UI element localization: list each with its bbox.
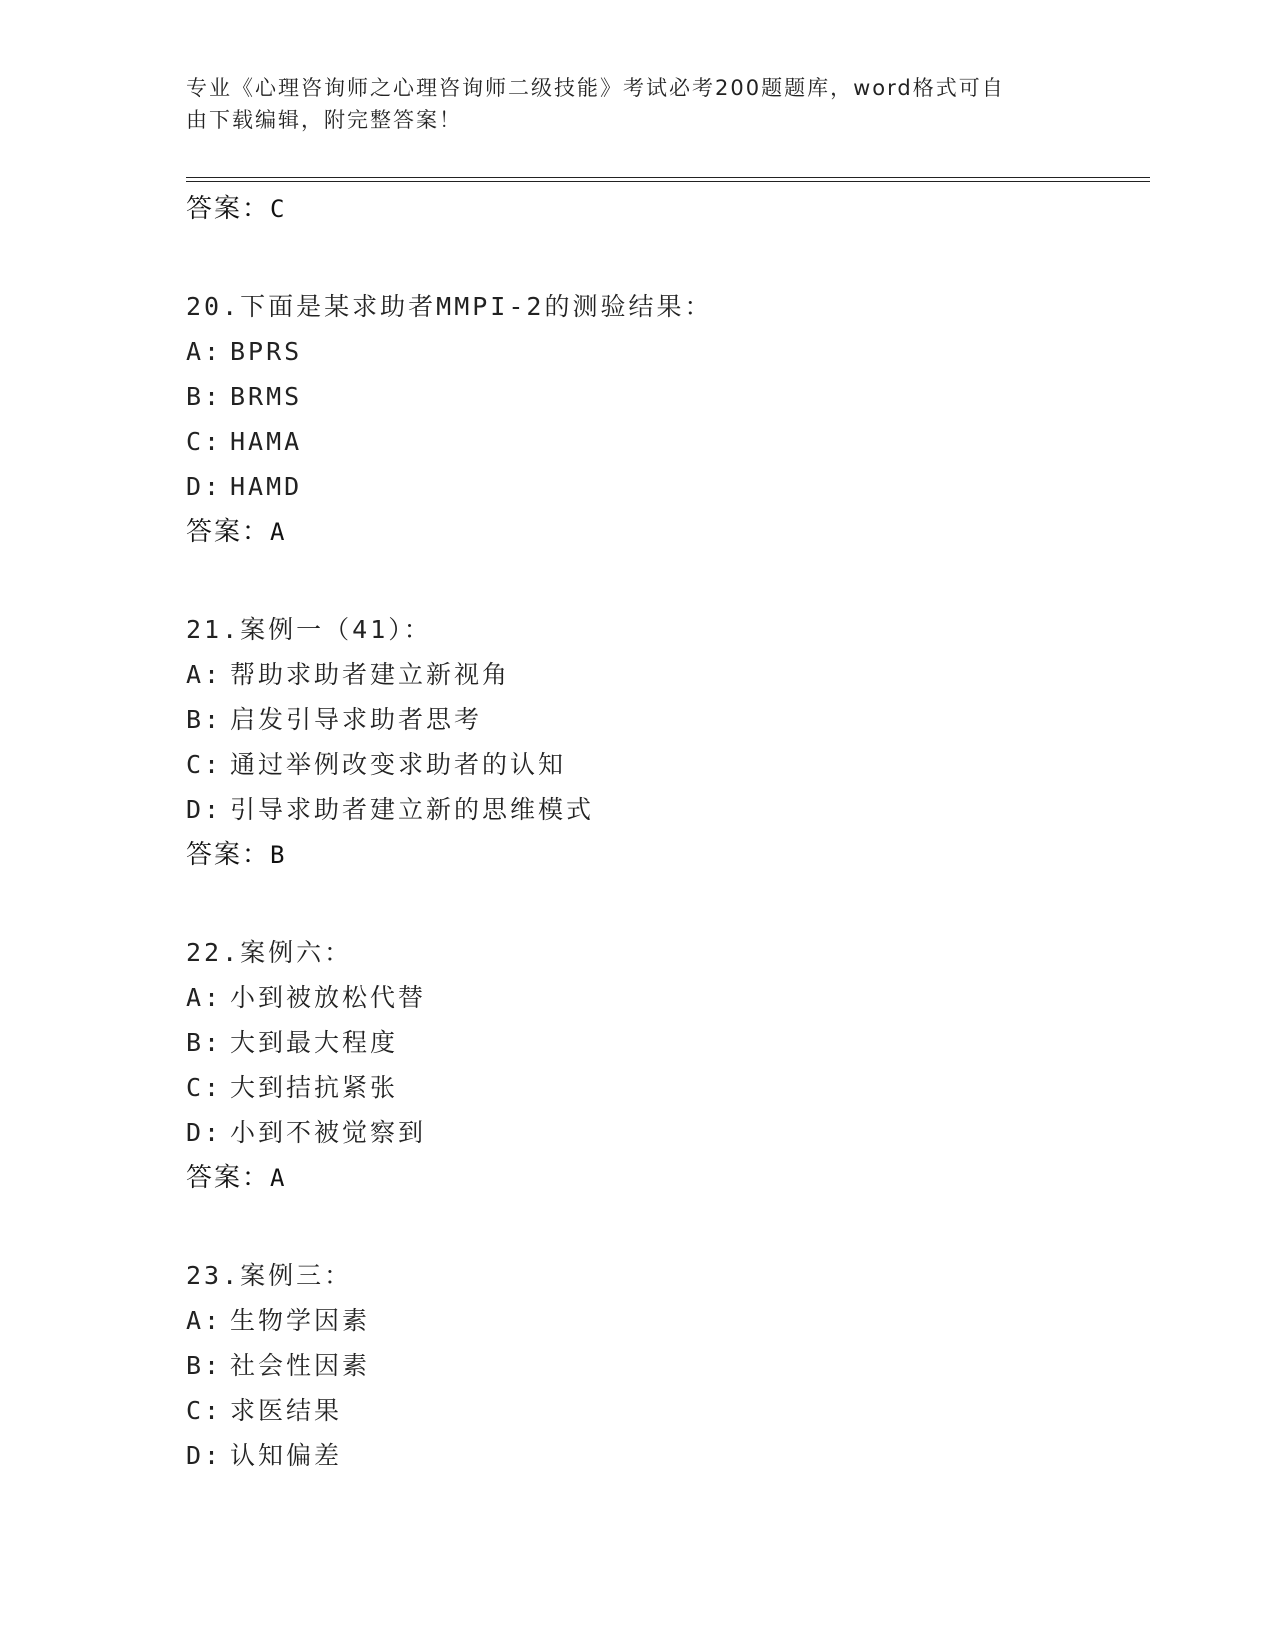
option-line xyxy=(186,464,1146,509)
option-letter: A: xyxy=(186,337,223,366)
option-text: 帮助求助者建立新视角 xyxy=(230,660,511,689)
option-letter: A: xyxy=(186,983,223,1012)
option-letter: C: xyxy=(186,427,223,456)
option-letter: C: xyxy=(186,1073,223,1102)
question-block xyxy=(186,930,1146,1201)
option-text: HAMA xyxy=(230,427,303,456)
answer-label: 答案： xyxy=(186,840,271,870)
question-spacer xyxy=(186,878,1146,922)
answer-value: B xyxy=(270,841,287,869)
answer-line xyxy=(186,509,1146,555)
option-letter: A: xyxy=(186,660,223,689)
question-title: 21.案例一（41）： xyxy=(186,615,432,644)
option-text: 大到拮抗紧张 xyxy=(230,1073,399,1102)
question-spacer xyxy=(186,232,1146,276)
option-letter: B: xyxy=(186,1351,223,1380)
question-title: 20.下面是某求助者MMPI-2的测验结果： xyxy=(186,292,713,321)
option-line xyxy=(186,975,1146,1020)
option-line xyxy=(186,1110,1146,1155)
question-list xyxy=(186,186,1146,1478)
option-line xyxy=(186,1065,1146,1110)
answer-label: 答案： xyxy=(186,517,271,547)
option-line xyxy=(186,652,1146,697)
question-spacer xyxy=(186,555,1146,599)
option-text: 引导求助者建立新的思维模式 xyxy=(230,795,595,824)
option-text: HAMD xyxy=(230,472,303,501)
option-letter: D: xyxy=(186,1118,223,1147)
option-line xyxy=(186,329,1146,374)
option-text: BRMS xyxy=(230,382,303,411)
option-line xyxy=(186,1388,1146,1433)
answer-line xyxy=(186,1155,1146,1201)
option-text: 认知偏差 xyxy=(230,1441,343,1470)
option-letter: D: xyxy=(186,795,223,824)
option-line xyxy=(186,787,1146,832)
answer-value: C xyxy=(270,195,287,223)
question-title: 22.案例六： xyxy=(186,938,353,967)
question-block xyxy=(186,1253,1146,1478)
option-letter: D: xyxy=(186,1441,223,1470)
option-text: 小到不被觉察到 xyxy=(230,1118,427,1147)
answer-line xyxy=(186,832,1146,878)
header-divider-bottom xyxy=(186,181,1150,182)
option-line xyxy=(186,1020,1146,1065)
question-title: 23.案例三： xyxy=(186,1261,353,1290)
option-text: 社会性因素 xyxy=(230,1351,371,1380)
answer-label: 答案： xyxy=(186,194,271,224)
option-text: 通过举例改变求助者的认知 xyxy=(230,750,567,779)
option-line xyxy=(186,742,1146,787)
question-spacer xyxy=(186,1201,1146,1245)
header-divider-top xyxy=(186,177,1150,178)
option-text: 生物学因素 xyxy=(230,1306,371,1335)
answer-line xyxy=(186,186,1146,232)
header-line-1: 专业《心理咨询师之心理咨询师二级技能》考试必考200题题库，word格式可自 xyxy=(186,76,1005,100)
option-line xyxy=(186,374,1146,419)
answer-label: 答案： xyxy=(186,1163,271,1193)
option-letter: B: xyxy=(186,705,223,734)
option-text: 求医结果 xyxy=(230,1396,343,1425)
option-letter: D: xyxy=(186,472,223,501)
option-line xyxy=(186,1298,1146,1343)
option-letter: B: xyxy=(186,1028,223,1057)
option-letter: C: xyxy=(186,1396,223,1425)
option-letter: A: xyxy=(186,1306,223,1335)
option-letter: C: xyxy=(186,750,223,779)
answer-value: A xyxy=(270,1164,287,1192)
option-line xyxy=(186,697,1146,742)
option-text: 小到被放松代替 xyxy=(230,983,427,1012)
question-block xyxy=(186,284,1146,555)
question-block xyxy=(186,607,1146,878)
option-letter: B: xyxy=(186,382,223,411)
option-text: 启发引导求助者思考 xyxy=(230,705,483,734)
answer-value: A xyxy=(270,518,287,546)
option-text: BPRS xyxy=(230,337,303,366)
option-line xyxy=(186,1343,1146,1388)
option-line xyxy=(186,1433,1146,1478)
header-line-2: 由下载编辑，附完整答案！ xyxy=(186,108,462,132)
option-text: 大到最大程度 xyxy=(230,1028,399,1057)
document-header xyxy=(186,72,1066,136)
option-line xyxy=(186,419,1146,464)
